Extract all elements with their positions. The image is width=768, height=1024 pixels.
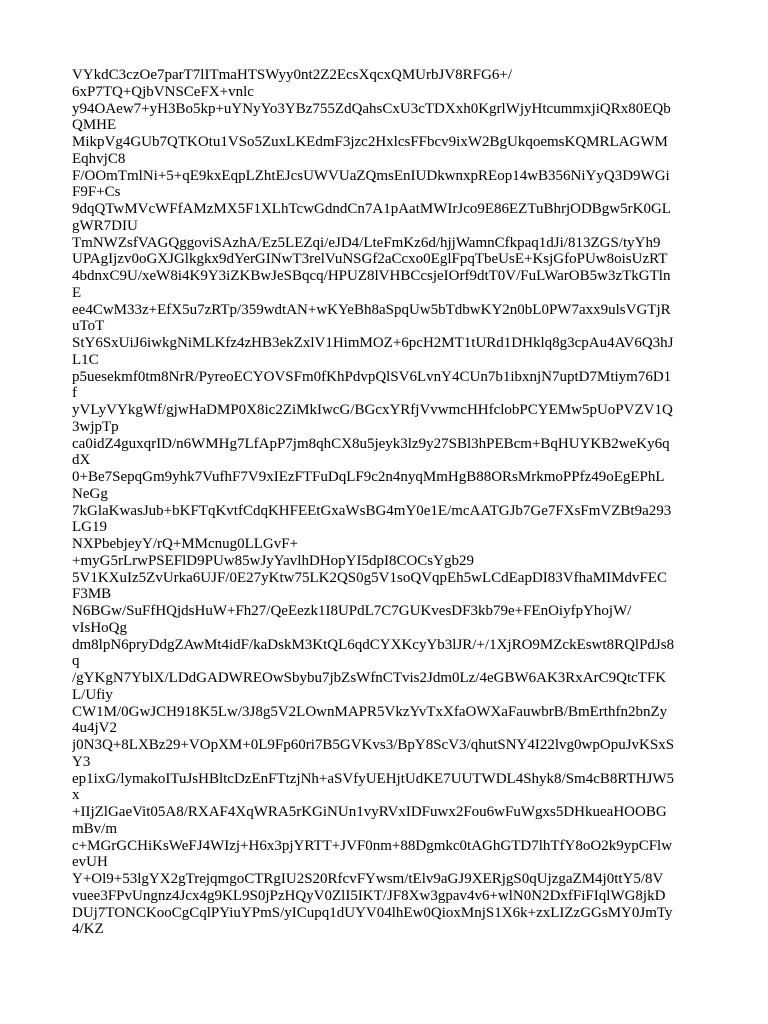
- text-line: L1C: [72, 351, 99, 368]
- text-line: L/Ufiy: [72, 686, 113, 703]
- text-line: y94OAew7+yH3Bo5kp+uYNyYo3YBz755ZdQahsCxU3cTDXxh0KgrlWjyHtcummxjiQRx80EQb: [72, 100, 671, 117]
- text-line: x: [72, 787, 80, 804]
- text-line: NXPbebjeyY/rQ+MMcnug0LLGvF+: [72, 536, 299, 552]
- text-line: +IIjZlGaeVit05A8/RXAF4XqWRA5rKGiNUn1vyRVxIDFuwx2Fou6wFuWgxs5DHkueaHOOBG: [72, 804, 667, 820]
- text-line: c+MGrGCHiKsWeFJ4WIzj+H6x3pjYRTT+JVF0nm+88Dgmkc0tAGhGTD7lhTfY8oO2k9ypCFlw: [72, 837, 673, 854]
- text-line: DUj7TONCKooCgCqlPYiuYPmS/yICupq1dUYV04lhEw0QioxMnjS1X6k+zxLIZzGGsMY0JmTy: [72, 904, 673, 921]
- text-line: mBv/m: [72, 820, 118, 837]
- text-line: StY6SxUiJ6iwkgNiMLKfz4zHB3ekZxlV1HimMOZ+6pcH2MT1tURd1DHklq8g3cpAu4AV6Q3hJ: [72, 335, 674, 351]
- text-line: /gYKgN7YblX/LDdGADWREOwSbybu7jbZsWfnCTvis2Jdm0Lz/4eGBW6AK3RxArC9QtcTFK: [72, 670, 667, 686]
- encoded-text-block: [72, 67, 698, 938]
- text-line: gWR7DIU: [72, 217, 138, 234]
- text-line: Y+Ol9+53lgYX2gTrejqmgoCTRgIU2S20RfcvFYwsm/tElv9aGJ9XERjgS0qUjzgaZM4j0ttY5/8V: [72, 871, 664, 887]
- text-line: F3MB: [72, 586, 112, 603]
- text-line: 6xP7TQ+QjbVNSCeFX+vnlc: [72, 83, 254, 100]
- text-line: p5uesekmf0tm8NrR/PyreoECYOVSFm0fKhPdvpQlSV6LvnY4CUn7b1ibxnjN7uptD7Mtiym76D1: [72, 368, 672, 385]
- text-line: vuee3FPvUngnz4Jcx4g9KL9S0jPzHQyV0ZlI5IKT/JF8Xw3gpav4v6+wlN0N2DxfFiFIqlWG8jkD: [72, 887, 666, 904]
- text-line: LG19: [72, 519, 107, 536]
- text-line: 7kGlaKwasJub+bKFTqKvtfCdqKHFEEtGxaWsBG4mY0e1E/mcAATGJb7Ge7FXsFmVZBt9a293: [72, 502, 672, 519]
- text-line: yVLyVYkgWf/gjwHaDMP0X8ic2ZiMkIwcG/BGcxYRfjVvwmcHHfclobPCYEMw5pUoPVZV1Q: [72, 402, 673, 418]
- text-line: f: [72, 385, 77, 402]
- text-line: 0+Be7SepqGm9yhk7VufhF7V9xIEzFTFuDqLF9c2n4nyqMmHgB88ORsMrkmoPPfz49oEgEPhL: [72, 469, 665, 485]
- text-line: Y3: [72, 753, 91, 770]
- text-line: F/OOmTmlNi+5+qE9kxEqpLZhtEJcsUWVUaZQmsEnIUDkwnxpREop14wB356NiYyQ3D9WGi: [72, 167, 670, 184]
- text-line: dX: [72, 452, 91, 469]
- text-line: 3wjpTp: [72, 418, 119, 435]
- text-line: TmNWZsfVAGQggoviSAzhA/Ez5LEZqi/eJD4/LteFmKz6d/hjjWamnCfkpaq1dJi/813ZGS/tyYh9: [72, 234, 661, 251]
- text-line: E: [72, 284, 82, 301]
- text-line: 9dqQTwMVcWFfAMzMX5F1XLhTcwGdndCn7A1pAatMWIrJco9E86EZTuBhrjODBgw5rK0GL: [72, 201, 671, 217]
- text-line: vIsHoQg: [72, 619, 127, 636]
- text-line: +myG5rLrwPSEFlD9PUw85wJyYavlhDHopYI5dpI8COCsYgb29: [72, 552, 474, 569]
- text-line: F9F+Cs: [72, 184, 121, 201]
- text-line: 4/KZ: [72, 921, 104, 938]
- text-line: VYkdC3czOe7parT7lITmaHTSWyy0nt2Z2EcsXqcxQMUrbJV8RFG6+/: [72, 67, 512, 83]
- text-line: NeGg: [72, 485, 108, 502]
- text-line: 5V1KXuIz5ZvUrka6UJF/0E27yKtw75LK2QS0g5V1soQVqpEh5wLCdEapDI83VfhaMIMdvFEC: [72, 569, 667, 586]
- text-line: UPAgIjzv0oGXJGlkgkx9dYerGINwT3relVuNSGf2aCcxo0EglFpqTbeUsE+KsjGfoPUw8oisUzRT: [72, 251, 668, 268]
- text-line: ca0idZ4guxqrID/n6WMHg7LfApP7jm8qhCX8u5jeyk3lz9y27SBl3hPEBcm+BqHUYKB2weKy6q: [72, 435, 670, 452]
- text-line: N6BGw/SuFfHQjdsHuW+Fh27/QeEezk1I8UPdL7C7GUKvesDF3kb79e+FEnOiyfpYhojW/: [72, 603, 632, 619]
- text-line: MikpVg4GUb7QTKOtu1VSo5ZuxLKEdmF3jzc2HxlcsFFbcv9ixW2BgUkqoemsKQMRLAGWM: [72, 134, 668, 150]
- text-line: dm8lpN6pryDdgZAwMt4idF/kaDskM3KtQL6qdCYXKcyYb3lJR/+/1XjRO9MZckEswt8RQlPdJs8: [72, 636, 675, 653]
- text-line: q: [72, 653, 80, 670]
- text-line: 4bdnxC9U/xeW8i4K9Y3iZKBwJeSBqcq/HPUZ8lVHBCcsjeIOrf9dtT0V/FuLWarOB5w3zTkGTln: [72, 268, 671, 284]
- text-line: evUH: [72, 854, 108, 871]
- text-line: ee4CwM33z+EfX5u7zRTp/359wdtAN+wKYeBh8aSpqUw5bTdbwKY2n0bL0PW7axx9ulsVGTjR: [72, 301, 671, 318]
- text-line: j0N3Q+8LXBz29+VOpXM+0L9Fp60ri7B5GVKvs3/BpY8ScV3/qhutSNY4I22lvg0wpOpuJvKSxS: [72, 737, 675, 753]
- text-line: CW1M/0GwJCH918K5Lw/3J8g5V2LOwnMAPR5VkzYvTxXfaOWXaFauwbrB/BmErthfn2bnZy: [72, 703, 668, 720]
- text-line: EqhvjC8: [72, 150, 126, 167]
- text-line: QMHE: [72, 117, 117, 134]
- text-line: ep1ixG/lymakoITuJsHBltcDzEnFTtzjNh+aSVfyUEHjtUdKE7UUTWDL4Shyk8/Sm4cB8RTHJW5: [72, 770, 674, 787]
- text-line: uToT: [72, 318, 105, 335]
- text-line: 4u4jV2: [72, 720, 117, 737]
